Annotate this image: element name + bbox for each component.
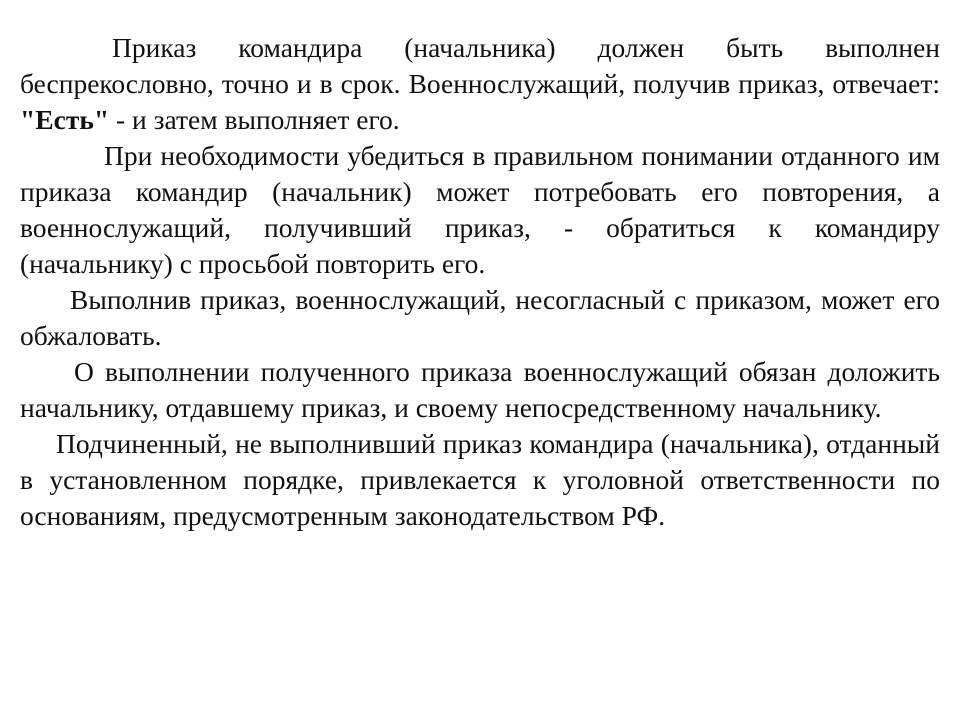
paragraph-1-text-end: - и затем выполняет его. [109, 104, 400, 135]
paragraph-order-appeal: Выполнив приказ, военнослужащий, несогласный с приказом, может его обжаловать. [20, 284, 940, 351]
paragraph-order-repetition: При необходимости убедиться в правильном понимании отданного им приказа командир (начальник) может потребовать его повторения, а военнослужащий, получивший приказ, - обратиться к командиру (начальнику) с просьбой повторить его. [20, 140, 940, 279]
paragraph-1-text-start: Приказ командира (начальника) должен быть выполнен беспрекословно, точно и в срок. Военнослужащий, получив приказ, отвечает: [20, 32, 940, 99]
reply-yes-emphasis: "Есть" [20, 104, 110, 135]
paragraph-order-execution [20, 30, 940, 138]
paragraph-order-liability: Подчиненный, не выполнивший приказ командира (начальника), отданный в установленном порядке, привлекается к уголовной ответственности по основаниям, предусмотренным законодательством РФ. [20, 428, 940, 531]
paragraph-order-report: О выполнении полученного приказа военнослужащий обязан доложить начальнику, отдавшему приказ, и своему непосредственному начальнику. [20, 356, 940, 423]
slide-text-body [20, 30, 940, 534]
